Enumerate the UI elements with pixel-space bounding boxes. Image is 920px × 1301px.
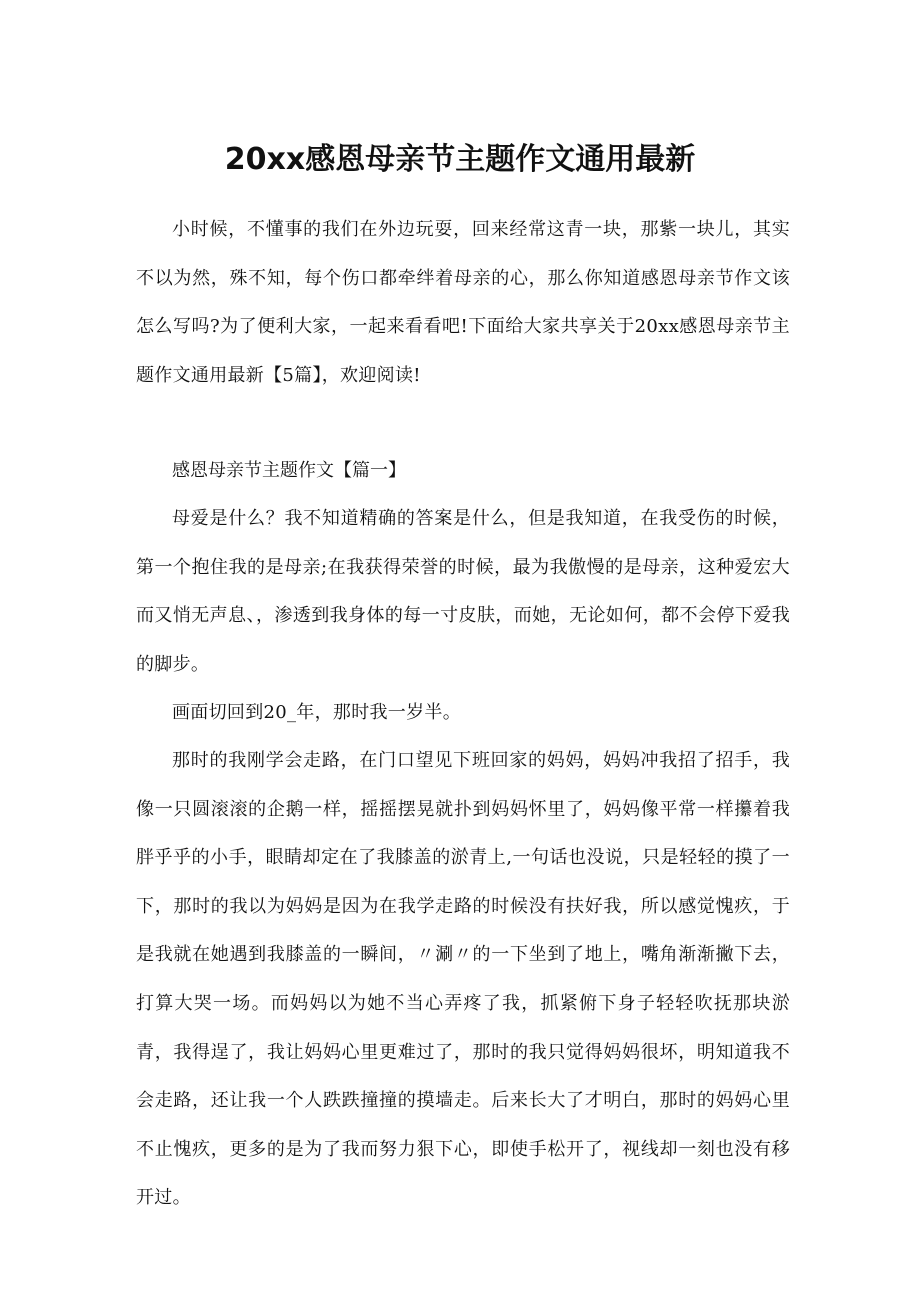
body-paragraph: 那时的我刚学会走路，在门口望见下班回家的妈妈，妈妈冲我招了招手，我像一只圆滚滚的企鹅一样，摇摇摆晃就扑到妈妈怀里了，妈妈像平常一样攥着我胖乎乎的小手，眼睛却定在了我膝盖的淤青上,一句话也没说，只是轻轻的摸了一下，那时的我以为妈妈是因为在我学走路的时候没有扶好我，所以感觉愧疚，于是我就在她遇到我膝盖的一瞬间，〃涮〃的一下坐到了地上，嘴角渐渐撇下去，打算大哭一场。而妈妈以为她不当心弄疼了我，抓紧俯下身子轻轻吹抚那块淤青，我得逞了，我让妈妈心里更难过了，那时的我只觉得妈妈很坏，明知道我不会走路，还让我一个人跌跌撞撞的摸墙走。后来长大了才明白，那时的妈妈心里不止愧疚，更多的是为了我而努力狠下心，即使手松开了，视线却一刻也没有移开过。 xyxy=(136,750,790,1209)
body-paragraph: 画面切回到20_年，那时我一岁半。 xyxy=(172,702,462,723)
section-heading: 感恩母亲节主题作文【篇一】 xyxy=(172,460,406,481)
body-paragraph: 母爱是什么？我不知道精确的答案是什么，但是我知道，在我受伤的时候，第一个抱住我的是母亲;在我获得荣誉的时候，最为我傲慢的是母亲，这种爱宏大而又悄无声息、，渗透到我身体的每一寸皮肤，而她，无论如何，都不会停下爱我的脚步。 xyxy=(136,508,790,675)
document-title: 20xx感恩母亲节主题作文通用最新 xyxy=(224,142,696,177)
intro-paragraph: 小时候，不懂事的我们在外边玩耍，回来经常这青一块，那紫一块儿，其实不以为然，殊不知，每个伤口都牵绊着母亲的心，那么你知道感恩母亲节作文该怎么写吗?为了便利大家，一起来看看吧!下面给大家共享关于20xx感恩母亲节主题作文通用最新【5篇】，欢迎阅读! xyxy=(136,219,790,386)
